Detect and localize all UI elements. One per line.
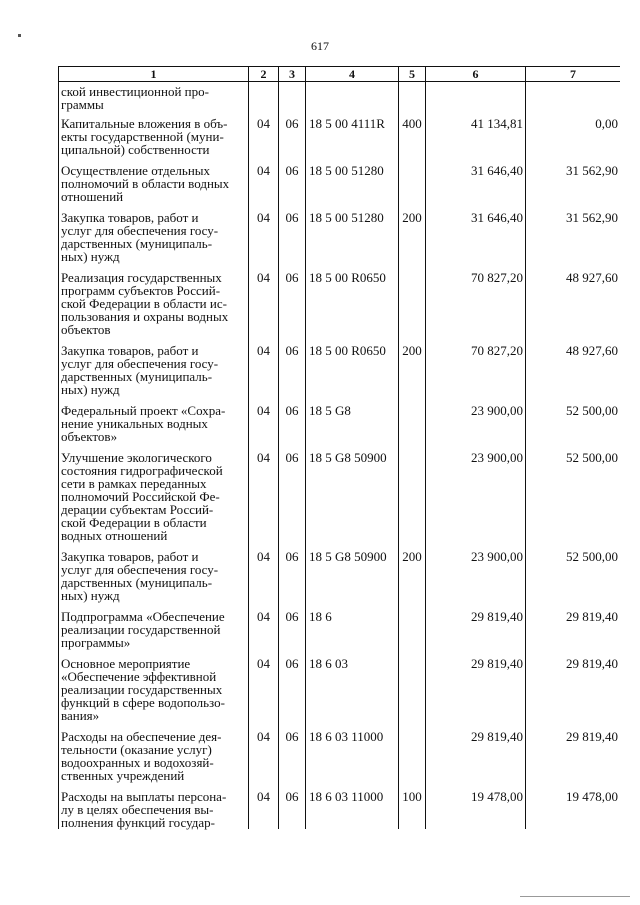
row-amount-2-cell (526, 117, 621, 164)
row-target-code-cell-text: 18 5 00 51280 (309, 210, 384, 225)
row-section-cell-text: 04 (257, 116, 270, 131)
row-name-cell (59, 730, 249, 790)
table-row (59, 404, 621, 451)
row-name-cell-text: Закупка товаров, работ и услуг для обеспечения госу- дарственных (муниципаль- ных) нужд (61, 549, 219, 603)
header-col-5: 5 (399, 67, 426, 82)
budget-table-container (58, 66, 620, 846)
row-subsection-cell-text: 06 (285, 163, 299, 178)
row-name-cell (59, 82, 249, 118)
row-amount-2-cell-text: 0,00 (595, 116, 618, 131)
row-amount-2-cell (526, 164, 621, 211)
row-amount-2-cell (526, 344, 621, 404)
row-section-cell (249, 790, 279, 829)
row-expense-type-cell-text: 200 (402, 343, 422, 358)
row-amount-2-cell (526, 790, 621, 829)
row-section-cell-text: 04 (257, 210, 270, 225)
row-amount-1-cell (426, 211, 526, 271)
row-subsection-cell-text: 06 (285, 549, 299, 564)
row-expense-type-cell (399, 82, 426, 118)
row-amount-2-cell-text: 29 819,40 (566, 729, 618, 744)
row-amount-1-cell (426, 730, 526, 790)
row-target-code-cell (306, 211, 399, 271)
row-amount-1-cell-text: 29 819,40 (471, 729, 523, 744)
row-amount-2-cell (526, 730, 621, 790)
row-name-cell (59, 211, 249, 271)
row-subsection-cell-text: 06 (285, 403, 299, 418)
header-col-6: 6 (426, 67, 526, 82)
row-expense-type-cell (399, 164, 426, 211)
row-target-code-cell (306, 404, 399, 451)
row-subsection-cell-text: 06 (285, 450, 299, 465)
row-name-cell (59, 451, 249, 550)
row-target-code-cell-text: 18 6 03 11000 (309, 729, 384, 744)
row-target-code-cell (306, 82, 399, 118)
row-section-cell (249, 211, 279, 271)
row-amount-1-cell (426, 271, 526, 344)
table-row (59, 610, 621, 657)
row-target-code-cell-text: 18 6 03 11000 (309, 789, 384, 804)
row-section-cell (249, 164, 279, 211)
row-subsection-cell (279, 164, 306, 211)
row-expense-type-cell-text: 400 (402, 116, 422, 131)
row-target-code-cell-text: 18 5 00 R0650 (309, 270, 386, 285)
row-amount-1-cell (426, 164, 526, 211)
row-amount-1-cell-text: 19 478,00 (471, 789, 523, 804)
row-amount-2-cell (526, 657, 621, 730)
row-amount-2-cell-text: 52 500,00 (566, 549, 618, 564)
row-amount-1-cell-text: 70 827,20 (471, 343, 523, 358)
row-subsection-cell (279, 344, 306, 404)
row-name-cell-text: Основное мероприятие «Обеспечение эффективной реализации государственных функций в сфере водопользо- вания» (61, 656, 225, 723)
row-amount-1-cell-text: 23 900,00 (471, 403, 523, 418)
row-amount-1-cell (426, 550, 526, 610)
table-row (59, 550, 621, 610)
row-amount-2-cell-text: 31 562,90 (566, 163, 618, 178)
header-col-2: 2 (249, 67, 279, 82)
row-section-cell (249, 610, 279, 657)
row-amount-1-cell-text: 41 134,81 (471, 116, 523, 131)
row-amount-2-cell (526, 550, 621, 610)
row-subsection-cell-text: 06 (285, 656, 299, 671)
row-subsection-cell-text: 06 (285, 116, 299, 131)
table-row (59, 211, 621, 271)
table-row (59, 271, 621, 344)
row-section-cell (249, 404, 279, 451)
row-expense-type-cell (399, 730, 426, 790)
row-subsection-cell (279, 657, 306, 730)
row-amount-1-cell (426, 790, 526, 829)
row-name-cell-text: Капитальные вложения в объ- екты государственной (муни- ципальной) собственности (61, 116, 228, 157)
row-section-cell-text: 04 (257, 343, 270, 358)
row-name-cell (59, 344, 249, 404)
row-amount-1-cell (426, 404, 526, 451)
row-expense-type-cell-text: 200 (402, 549, 422, 564)
table-body (59, 82, 621, 830)
row-name-cell (59, 550, 249, 610)
page-number: 617 (311, 39, 329, 53)
row-subsection-cell (279, 790, 306, 829)
row-section-cell-text: 04 (257, 450, 270, 465)
row-name-cell-text: Расходы на выплаты персона- лу в целях обеспечения вы- полнения функций государ- (61, 789, 227, 830)
row-expense-type-cell (399, 271, 426, 344)
header-col-7: 7 (526, 67, 621, 82)
row-target-code-cell-text: 18 6 (309, 609, 332, 624)
row-subsection-cell (279, 82, 306, 118)
row-subsection-cell-text: 06 (285, 270, 299, 285)
row-name-cell (59, 271, 249, 344)
row-target-code-cell (306, 730, 399, 790)
row-amount-1-cell-text: 31 646,40 (471, 210, 523, 225)
row-expense-type-cell-text: 200 (402, 210, 422, 225)
row-subsection-cell-text: 06 (285, 210, 299, 225)
table-row (59, 117, 621, 164)
row-target-code-cell-text: 18 5 G8 (309, 403, 351, 418)
row-name-cell-text: Реализация государственных программ субъектов Россий- ской Федерации в области ис- пользования и охраны водных объектов (61, 270, 229, 337)
row-amount-2-cell (526, 451, 621, 550)
row-subsection-cell (279, 211, 306, 271)
row-amount-1-cell-text: 70 827,20 (471, 270, 523, 285)
header-col-1: 1 (59, 67, 249, 82)
table-row (59, 657, 621, 730)
scan-speck (18, 34, 21, 37)
row-target-code-cell-text: 18 5 G8 50900 (309, 450, 387, 465)
row-amount-1-cell-text: 29 819,40 (471, 656, 523, 671)
scan-artifact-line (520, 896, 630, 897)
row-target-code-cell (306, 657, 399, 730)
row-name-cell-text: Подпрограмма «Обеспечение реализации государственной программы» (61, 609, 225, 650)
row-amount-2-cell (526, 211, 621, 271)
row-expense-type-cell (399, 451, 426, 550)
row-amount-2-cell (526, 82, 621, 118)
row-amount-1-cell (426, 657, 526, 730)
row-subsection-cell (279, 610, 306, 657)
row-amount-1-cell (426, 610, 526, 657)
row-section-cell (249, 730, 279, 790)
row-section-cell (249, 117, 279, 164)
row-name-cell-text: Улучшение экологического состояния гидрографической сети в рамках переданных полномочий Российской Фе- дерации субъектам Россий- ской Федерации в области водных отношений (61, 450, 223, 543)
row-section-cell (249, 82, 279, 118)
row-amount-1-cell (426, 344, 526, 404)
row-target-code-cell-text: 18 5 G8 50900 (309, 549, 387, 564)
row-amount-2-cell-text: 31 562,90 (566, 210, 618, 225)
row-name-cell-text: Закупка товаров, работ и услуг для обеспечения госу- дарственных (муниципаль- ных) нужд (61, 210, 219, 264)
row-target-code-cell (306, 610, 399, 657)
row-section-cell-text: 04 (257, 656, 270, 671)
row-expense-type-cell (399, 790, 426, 829)
row-expense-type-cell (399, 344, 426, 404)
row-target-code-cell (306, 164, 399, 211)
row-name-cell-text: Осуществление отдельных полномочий в области водных отношений (61, 163, 230, 204)
row-subsection-cell (279, 550, 306, 610)
row-expense-type-cell (399, 657, 426, 730)
row-expense-type-cell (399, 117, 426, 164)
row-amount-2-cell-text: 48 927,60 (566, 270, 618, 285)
row-amount-1-cell (426, 451, 526, 550)
row-expense-type-cell (399, 610, 426, 657)
row-name-cell-text: Расходы на обеспечение дея- тельности (оказание услуг) водоохранных и водохозяй- ственных учреждений (61, 729, 222, 783)
row-name-cell-text: Федеральный проект «Сохра- нение уникальных водных объектов» (61, 403, 226, 444)
row-subsection-cell (279, 271, 306, 344)
row-amount-2-cell-text: 19 478,00 (566, 789, 618, 804)
row-section-cell-text: 04 (257, 609, 270, 624)
row-section-cell-text: 04 (257, 729, 270, 744)
row-subsection-cell (279, 730, 306, 790)
row-amount-1-cell-text: 29 819,40 (471, 609, 523, 624)
row-target-code-cell (306, 790, 399, 829)
row-amount-2-cell (526, 271, 621, 344)
row-subsection-cell-text: 06 (285, 343, 299, 358)
row-amount-2-cell-text: 52 500,00 (566, 450, 618, 465)
table-row (59, 730, 621, 790)
table-row (59, 790, 621, 829)
row-name-cell (59, 610, 249, 657)
row-subsection-cell-text: 06 (285, 729, 299, 744)
row-name-cell-text: Закупка товаров, работ и услуг для обеспечения госу- дарственных (муниципаль- ных) нужд (61, 343, 219, 397)
row-amount-2-cell-text: 48 927,60 (566, 343, 618, 358)
row-name-cell-text: ской инвестиционной про- граммы (61, 84, 209, 112)
row-amount-2-cell-text: 29 819,40 (566, 656, 618, 671)
row-target-code-cell-text: 18 5 00 R0650 (309, 343, 386, 358)
row-section-cell (249, 550, 279, 610)
row-section-cell (249, 657, 279, 730)
budget-table (58, 66, 620, 829)
row-subsection-cell-text: 06 (285, 609, 299, 624)
row-target-code-cell-text: 18 6 03 (309, 656, 348, 671)
row-name-cell (59, 790, 249, 829)
row-subsection-cell-text: 06 (285, 789, 299, 804)
row-expense-type-cell (399, 404, 426, 451)
row-subsection-cell (279, 117, 306, 164)
row-amount-1-cell (426, 82, 526, 118)
header-col-3: 3 (279, 67, 306, 82)
row-section-cell-text: 04 (257, 403, 270, 418)
row-section-cell-text: 04 (257, 270, 270, 285)
row-name-cell (59, 164, 249, 211)
table-row (59, 164, 621, 211)
row-section-cell-text: 04 (257, 163, 270, 178)
row-subsection-cell (279, 404, 306, 451)
row-amount-2-cell-text: 52 500,00 (566, 403, 618, 418)
table-row (59, 451, 621, 550)
row-target-code-cell (306, 451, 399, 550)
row-amount-2-cell (526, 610, 621, 657)
row-expense-type-cell-text: 100 (402, 789, 422, 804)
row-amount-2-cell-text: 29 819,40 (566, 609, 618, 624)
header-col-4: 4 (306, 67, 399, 82)
row-amount-1-cell-text: 23 900,00 (471, 450, 523, 465)
table-row (59, 344, 621, 404)
row-section-cell (249, 344, 279, 404)
row-expense-type-cell (399, 211, 426, 271)
row-target-code-cell-text: 18 5 00 51280 (309, 163, 384, 178)
row-name-cell (59, 117, 249, 164)
row-expense-type-cell (399, 550, 426, 610)
row-target-code-cell-text: 18 5 00 4111R (309, 116, 385, 131)
row-section-cell (249, 271, 279, 344)
row-subsection-cell (279, 451, 306, 550)
row-amount-1-cell-text: 31 646,40 (471, 163, 523, 178)
row-target-code-cell (306, 271, 399, 344)
row-target-code-cell (306, 550, 399, 610)
row-section-cell (249, 451, 279, 550)
row-section-cell-text: 04 (257, 789, 270, 804)
row-name-cell (59, 404, 249, 451)
header-row (59, 67, 621, 82)
row-amount-2-cell (526, 404, 621, 451)
row-target-code-cell (306, 344, 399, 404)
row-section-cell-text: 04 (257, 549, 270, 564)
row-amount-1-cell-text: 23 900,00 (471, 549, 523, 564)
row-amount-1-cell (426, 117, 526, 164)
row-name-cell (59, 657, 249, 730)
table-row (59, 82, 621, 118)
row-target-code-cell (306, 117, 399, 164)
